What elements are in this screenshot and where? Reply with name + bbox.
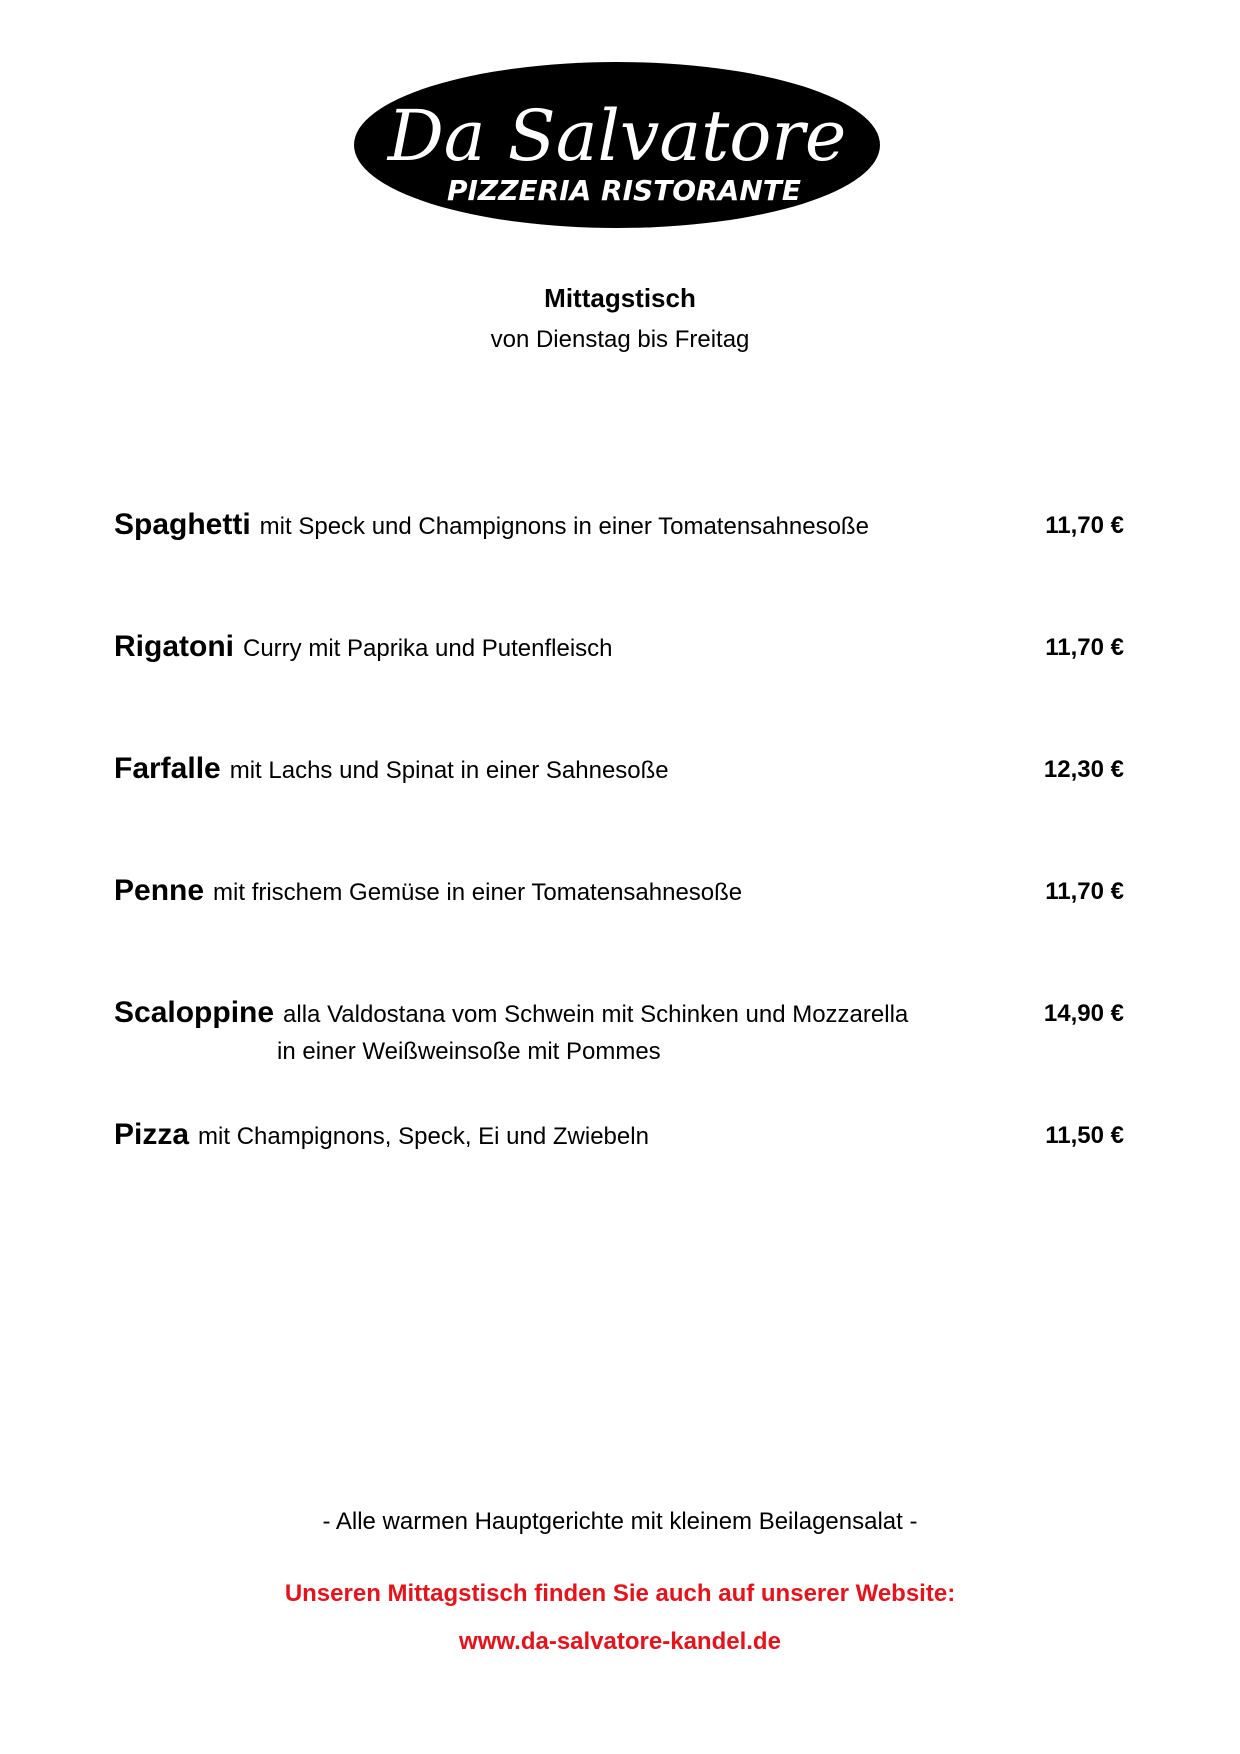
website-link[interactable]: www.da-salvatore-kandel.de: [459, 1628, 781, 1655]
page-title: Mittagstisch: [544, 283, 696, 313]
logo-ellipse: [352, 60, 882, 230]
menu-item: [114, 508, 1124, 542]
menu-item-description: alla Valdostana vom Schwein mit Schinken und Mozzarella: [283, 1001, 909, 1028]
menu-item-name: Rigatoni: [114, 630, 234, 663]
website-hint: Unseren Mittagstisch finden Sie auch auf unserer Website:: [284, 1580, 956, 1607]
menu-item-description: Curry mit Paprika und Putenfleisch: [243, 635, 613, 662]
menu-item-price: 11,70 €: [1045, 878, 1124, 905]
menu-item-price: 11,70 €: [1045, 512, 1124, 539]
menu-item-name: Farfalle: [114, 752, 221, 785]
menu-item-description: mit frischem Gemüse in einer Tomatensahnesoße: [213, 879, 743, 906]
menu-item-name: Pizza: [114, 1118, 190, 1151]
menu-item-price: 12,30 €: [1043, 756, 1124, 783]
menu-item: [114, 630, 1124, 664]
page-subtitle: von Dienstag bis Freitag: [490, 326, 750, 353]
menu-item-name: Scaloppine: [114, 996, 275, 1029]
menu-item: [114, 996, 1124, 1066]
menu-item-price: 14,90 €: [1043, 1000, 1124, 1027]
side-salad-note: - Alle warmen Hauptgerichte mit kleinem Beilagensalat -: [322, 1508, 918, 1535]
logo-tagline: PIZZERIA RISTORANTE: [446, 174, 802, 207]
menu-item: [114, 752, 1124, 786]
menu-item-description: mit Lachs und Spinat in einer Sahnesoße: [229, 757, 669, 784]
menu-item: [114, 1118, 1124, 1152]
logo-script-text: Da Salvatore: [387, 95, 847, 177]
menu-item-price: 11,70 €: [1045, 634, 1124, 661]
menu-item-description: mit Champignons, Speck, Ei und Zwiebeln: [198, 1123, 649, 1150]
menu-item-name: Penne: [114, 874, 205, 907]
menu-item-description-continued: in einer Weißweinsoße mit Pommes: [277, 1038, 661, 1065]
menu-item-price: 11,50 €: [1045, 1122, 1124, 1149]
menu-item-description: mit Speck und Champignons in einer Tomatensahnesoße: [259, 513, 869, 540]
restaurant-logo: [352, 60, 882, 230]
menu-item: [114, 874, 1124, 908]
menu-item-name: Spaghetti: [114, 508, 251, 541]
